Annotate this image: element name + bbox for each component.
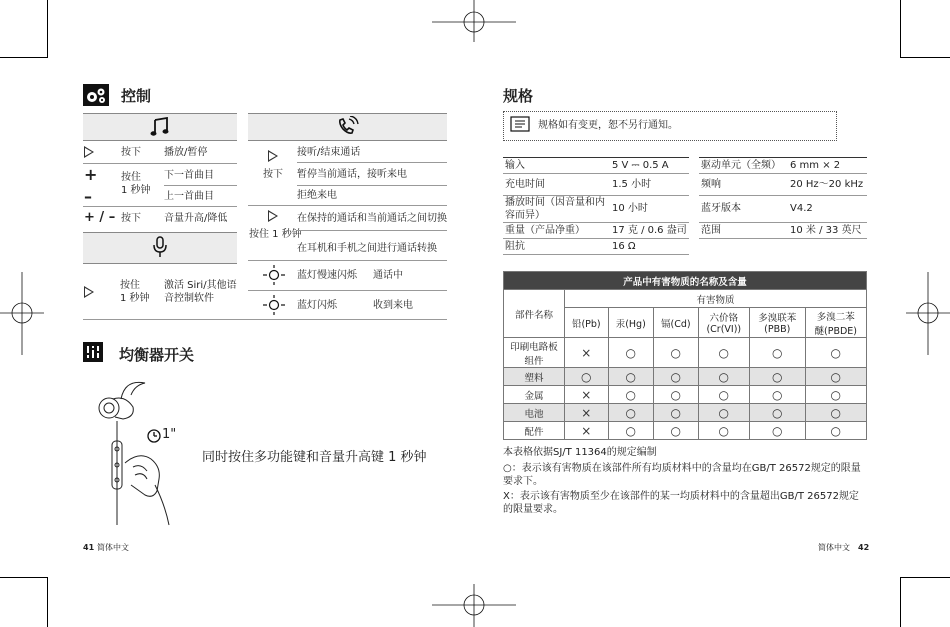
led-icon <box>262 294 286 316</box>
spec-label: 蓝牙版本 <box>701 203 741 214</box>
cell: ○ <box>608 368 653 386</box>
spec-label: 范围 <box>701 225 721 236</box>
cell: ○ <box>653 404 698 422</box>
col-header: 多溴联苯 (PBB) <box>749 308 805 338</box>
microphone-icon <box>153 236 167 258</box>
control-title: 控制 <box>121 87 152 105</box>
hazard-title: 产品中有害物质的名称及含量 <box>504 272 867 290</box>
left-page-number: 41 <box>83 543 95 552</box>
volume-press-label: 按下 <box>121 213 141 224</box>
note-standard: 本表格依据SJ/T 11364的规定编制 <box>503 447 657 458</box>
table-row <box>504 368 867 386</box>
earphone-illustration <box>95 375 215 535</box>
col-header: 铅(Pb) <box>565 308 609 338</box>
spec-label: 播放时间（因音量和内容而异） <box>505 197 605 221</box>
cell: ○ <box>749 368 805 386</box>
cell: ○ <box>653 368 698 386</box>
spec-label: 充电时间 <box>505 179 545 190</box>
cell: ○ <box>608 338 653 368</box>
cell: × <box>565 422 609 440</box>
part-name-header: 部件名称 <box>504 290 565 338</box>
substances-header: 有害物质 <box>565 290 867 308</box>
right-page-number: 42 <box>858 543 870 552</box>
cell: ○ <box>698 338 749 368</box>
left-footer-lang: 简体中文 <box>97 543 129 552</box>
cell: × <box>565 386 609 404</box>
spec-label: 重量（产品净重） <box>505 225 585 236</box>
cell: ○ <box>749 386 805 404</box>
cell: ○ <box>608 422 653 440</box>
led-blink-text: 蓝灯闪烁 <box>297 300 337 311</box>
press-label: 按下 <box>121 147 141 158</box>
play-icon <box>268 210 278 222</box>
row-name: 电池 <box>504 404 565 422</box>
phone-call-icon <box>337 116 359 136</box>
cell: ○ <box>608 404 653 422</box>
cell: × <box>565 404 609 422</box>
right-footer-lang: 简体中文 <box>818 543 850 552</box>
eq-timer: 1" <box>162 427 177 442</box>
plus-symbol: + <box>84 165 98 184</box>
gears-icon <box>83 84 109 106</box>
answer-end-text: 接听/结束通话 <box>297 147 361 158</box>
cell: ○ <box>749 338 805 368</box>
eq-title: 均衡器开关 <box>119 346 195 364</box>
switch-calls-text: 在保持的通话和当前通话之间切换 <box>297 213 447 224</box>
call-press-label: 按下 <box>263 169 283 180</box>
incoming-text: 收到来电 <box>373 300 413 311</box>
spec-value: 16 Ω <box>612 241 636 252</box>
col-header: 汞(Hg) <box>608 308 653 338</box>
table-row <box>504 404 867 422</box>
col-header: 镉(Cd) <box>653 308 698 338</box>
note-cross: X：表示该有害物质至少在该部件的某一均质材料中的含量超出GB/T 26572规定的限量要求。 <box>503 491 859 515</box>
notice-icon <box>510 116 530 132</box>
cell: ○ <box>805 386 866 404</box>
minus-symbol: – <box>84 187 92 206</box>
table-row <box>504 338 867 368</box>
volume-text: 音量升高/降低 <box>164 213 228 224</box>
cell: ○ <box>608 386 653 404</box>
row-name: 印刷电路板 组件 <box>504 338 565 368</box>
cell: × <box>565 338 609 368</box>
table-row <box>504 386 867 404</box>
cell: ○ <box>749 422 805 440</box>
cell: ○ <box>805 404 866 422</box>
spec-value: 1.5 小时 <box>612 179 652 190</box>
col-header: 多溴二苯 醚(PBDE) <box>805 308 866 338</box>
cell: ○ <box>698 386 749 404</box>
row-name: 金属 <box>504 386 565 404</box>
hold-answer-text: 暂停当前通话，接听来电 <box>297 169 407 180</box>
equalizer-icon <box>83 342 103 362</box>
in-call-text: 通话中 <box>373 270 403 281</box>
note-circle: ○：表示该有害物质在该部件所有均质材料中的含量均在GB/T 26572规定的限量要求下。 <box>503 463 861 487</box>
spec-label: 阻抗 <box>505 241 525 252</box>
cell: ○ <box>565 368 609 386</box>
cell: ○ <box>698 368 749 386</box>
siri-text: 激活 Siri/其他语 音控制软件 <box>164 280 237 304</box>
spec-value: V4.2 <box>790 203 813 214</box>
prev-track-text: 上一首曲目 <box>164 191 214 202</box>
cell: ○ <box>698 422 749 440</box>
next-track-text: 下一首曲目 <box>164 170 214 181</box>
led-slow-text: 蓝灯慢速闪烁 <box>297 270 357 281</box>
led-icon <box>262 264 286 286</box>
col-header: 六价铬 (Cr(VI)) <box>698 308 749 338</box>
spec-label: 驱动单元（全频） <box>701 160 781 171</box>
play-pause-text: 播放/暂停 <box>164 147 208 158</box>
cell: ○ <box>653 338 698 368</box>
transfer-text: 在耳机和手机之间进行通话转换 <box>297 243 437 254</box>
cell: ○ <box>653 386 698 404</box>
cell: ○ <box>749 404 805 422</box>
cell: ○ <box>805 338 866 368</box>
timer-icon <box>146 427 162 443</box>
music-note-icon <box>150 117 170 137</box>
notice-text: 规格如有变更，恕不另行通知。 <box>538 120 678 131</box>
table-row <box>504 422 867 440</box>
spec-title: 规格 <box>503 87 534 105</box>
call-hold-1s-label: 按住 1 秒钟 <box>249 229 302 240</box>
spec-value: 10 米 / 33 英尺 <box>790 225 862 236</box>
spec-value: 20 Hz～20 kHz <box>790 179 864 190</box>
mic-hold-label: 按住 1 秒钟 <box>120 280 150 304</box>
play-icon <box>84 146 94 158</box>
spec-label: 频响 <box>701 179 721 190</box>
cell: ○ <box>653 422 698 440</box>
spec-value: 17 克 / 0.6 盎司 <box>612 225 687 236</box>
cell: ○ <box>805 368 866 386</box>
cell: ○ <box>698 404 749 422</box>
row-name: 塑料 <box>504 368 565 386</box>
play-icon <box>268 150 278 162</box>
plus-minus-symbol: + / – <box>84 210 116 225</box>
spec-value: 10 小时 <box>612 203 648 214</box>
spec-label: 输入 <box>505 160 525 171</box>
play-icon <box>84 286 94 298</box>
eq-instruction: 同时按住多功能键和音量升高键 1 秒钟 <box>202 450 427 465</box>
spec-value: 6 mm × 2 <box>790 160 841 171</box>
hold-1s-label: 按住 1 秒钟 <box>121 172 151 196</box>
spec-value: 5 V ⎓ 0.5 A <box>612 160 669 171</box>
cell: ○ <box>805 422 866 440</box>
row-name: 配件 <box>504 422 565 440</box>
hazard-table <box>503 271 867 440</box>
reject-text: 拒绝来电 <box>297 190 337 201</box>
